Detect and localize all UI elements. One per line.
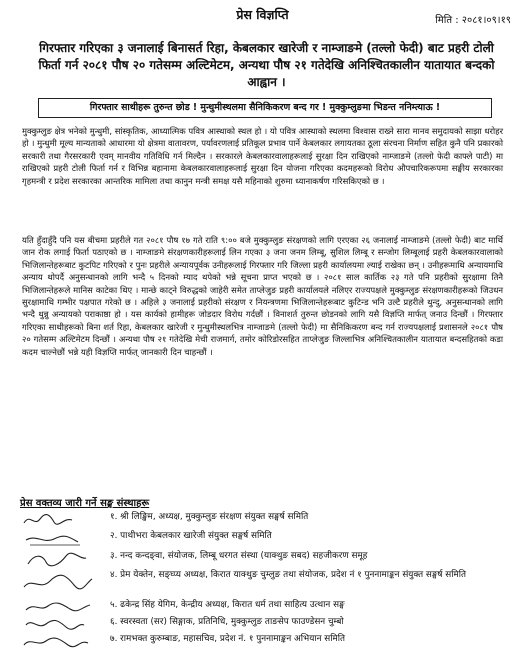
signature-image	[20, 550, 110, 569]
supporter-row	[20, 633, 510, 651]
body-paragraph-1: मुक्कुम्लुङ क्षेत्र भनेको मुन्धुमी, सांस्कृतिक, आध्यात्मिक पवित्र आस्थाको स्थल हो । यो पवित्र आस्थाको स्थलमा विश्वास राख्ने सारा मानव समुदायको साझा धरोहर हो । मुन्धुमी मूल्य मान्यताको आधारमा यो क्षेत्रमा वातावरण, पर्यावरणलाई प्रतिकूल प्रभाव पार्ने केबलकार लगायतका ठूला संरचना निर्माण सहित कुनै पनि प्रकारको सरकारी तथा गैरसरकारी एवम् मानवीय गतिविधि गर्न मिल्दैन । सरकारले केबलकारवालाहरूलाई सुरक्षा दिन राखिएको नाम्जाङमे (तल्लो फेदी काफ्ले पाटी) मा राखिएको प्रहरी टोली फिर्ता गर्न र विभिन्न बहानामा केबलकारवालाहरूलाई सुरक्षा दिन योजना गरिएका कदमहरूको विरोध औपचारिकरूपमा सङ्घीय सरकारका गृहमन्त्री र प्रदेश सरकारका आन्तरिक मामिला तथा कानुन मन्त्री समक्ष यसै महिनाको शुरुमा ध्यानाकर्षण गरिसकिएको छ ।	[22, 126, 503, 186]
supporter-row	[20, 616, 510, 633]
signature-image	[20, 633, 110, 651]
document-date: मिति : २०८१।०९।१९	[435, 15, 511, 26]
slogan-box: गिरफ्तार साथीहरू तुरुन्त छोड ! मुन्धुमीस्थलमा सैनिकिकरण बन्द गर ! मुक्कुम्लुङमा भिडन्त ननिम्त्याऊ !	[38, 98, 492, 118]
supporters-heading: प्रेस वक्तव्य जारी गर्ने सङ्घ संस्थाहरू	[20, 498, 150, 509]
supporter-row	[20, 530, 510, 550]
signature-image	[20, 511, 110, 530]
supporter-row	[20, 511, 510, 530]
supporter-row	[20, 599, 510, 616]
supporters-list	[20, 511, 510, 651]
supporter-name: ६. स्वरस्वता (सर) सिङ्गाक, प्रतिनिधि, मुक्कुम्लुङ ताङसेप फाउण्डेसन चुम्बो	[110, 617, 344, 627]
document-title: प्रेस विज्ञप्ति	[236, 7, 289, 22]
signature-image	[20, 569, 110, 599]
headline: गिरफ्तार गरिएका ३ जनालाई बिनासर्त रिहा, केबलकार खारेजी र नाम्जाङमे (तल्लो फेदी) बाट प्रहरी टोली फिर्ता गर्न २०८१ पौष २० गतेसम्म अल्टिमेटम, अन्यथा पौष २१ गतेदेखि अनिश्चितकालीन यातायात बन्दको आह्वान ।	[38, 41, 495, 89]
supporter-name: ७. रामभक्त कुरुम्बाङ, महासचिव, प्रदेश नं. १ पुननामाङ्कन अभियान समिति	[110, 634, 346, 644]
signature-image	[20, 530, 110, 550]
supporter-name: ३. नन्द कन्दङ्वा, संयोजक, लिम्बू धरगत संस्था (याक्थुङ सबद) सहजीकरण समूह	[110, 551, 368, 561]
supporter-name: ५. ढकेन्द्र सिंह येगिम, केन्द्रीय अध्यक्ष, किरात धर्म तथा साहित्य उत्थान सङ्घ	[110, 600, 345, 610]
supporter-row	[20, 569, 510, 599]
supporter-row	[20, 550, 510, 569]
body-paragraph-2: यति हुँदाहुँदै पनि यस बीचमा प्रहरीले गत २०८१ पौष १७ गते राति ९:०० बजे मुक्कुम्लुङ संरक्षणको लागि एरएका २६ जनालाई नाम्जाङमे (तल्लो फेदी) बाट मार्थि जान रोक लगाई फिर्ता पठाएको छ । नाम्जाङमे संरक्षणकारीहरूलाई लिन गएका ३ जना जनम लिम्बू, सुशिल लिम्बू र सन्जोग लिम्बूलाई प्रहरी केबलकारवालाको भिजिलान्तेहरूबाट कुटपिट गरिएको र पुनः प्रहरीले अन्यायपूर्वक उनीहरूलाई गिरफ्तार गरि जिल्ला प्रहरी कार्यालयमा ल्याई राखेका छन् । उनीहरूमाथि अन्यायमाथि अन्याय थोपर्दै अनुसन्धानको लागि भन्दै ५ दिनको म्याद थपेको भन्ने सूचना प्राप्त भएको छ । २०८१ साल कार्तिक २३ गते पनि प्रहरीको सुरक्षामा तिनै भिजिलान्तेहरूले मानिस काटेका थिए । मान्छे काट्ने विरुद्धको जाहेरी समेत ताप्लेजुङ प्रहरी कार्यालयले नलिएर राज्यपक्षले मुक्कुम्लुङ संरक्षणकारीहरूको जिउधन सुरक्षामाथि गम्भीर पक्षपात गरेको छ । अहिले ३ जनालाई प्रहरीको संरक्षण र नियन्त्रणमा भिजिलान्तेहरूबाट कुटिन्ड भनि उल्टै प्रहरीले थुन्दु, अनुसन्धानको लागि भन्दै थुन्नु अन्यायको पराकाष्ठा हो । यस कार्यको हामीहरू जोडदार विरोध गर्दछौं । विनाशर्त तुरुन्त छोडनको लागि यसै विज्ञप्ति मार्फत् जनाउ दिन्छौं । गिरफ्तार गरिएका साथीहरूको बिना शर्त रिहा, केबलकार खारेजी र मुन्धुमीस्थलभित्र नाम्जाङमे (तल्लो फेदी) मा सैनिकिकरण बन्द गर्न राज्यपक्षलाई प्रशासनले २०८१ पौष २० गतेसम्म अल्टिमेटम दिन्छौं । अन्यथा पौष २१ गतेदेखि मेची राजमार्ग, तमोर कोरिडोरसहित ताप्लेजुङ जिल्लाभित्र अनिश्चितकालीन यातायात बन्दसहितको कडा कदम चाल्नेछौं भन्ने यही विज्ञप्ति मार्फत् जानकारी दिन चाहन्छौं ।	[22, 235, 503, 357]
signature-image	[20, 616, 110, 633]
signature-image	[20, 599, 110, 616]
supporter-name: १. श्री लिङ्खिम, अध्यक्ष, मुक्कुम्लुङ संरक्षण संयुक्त सङ्घर्ष समिति	[110, 512, 309, 522]
supporter-name: २. पाथीभरा केबलकार खारेजी संयुक्त सङ्घर्ष समिति	[110, 531, 272, 541]
supporter-name: ४. प्रेम येक्तेन, सङ्घ्प्य अध्यक्ष, किरात याक्थुङ चुम्लुङ तथा संयोजक, प्रदेश नं १ पुननामाङ्कन संयुक्त सङ्घर्ष समिति	[110, 570, 467, 580]
